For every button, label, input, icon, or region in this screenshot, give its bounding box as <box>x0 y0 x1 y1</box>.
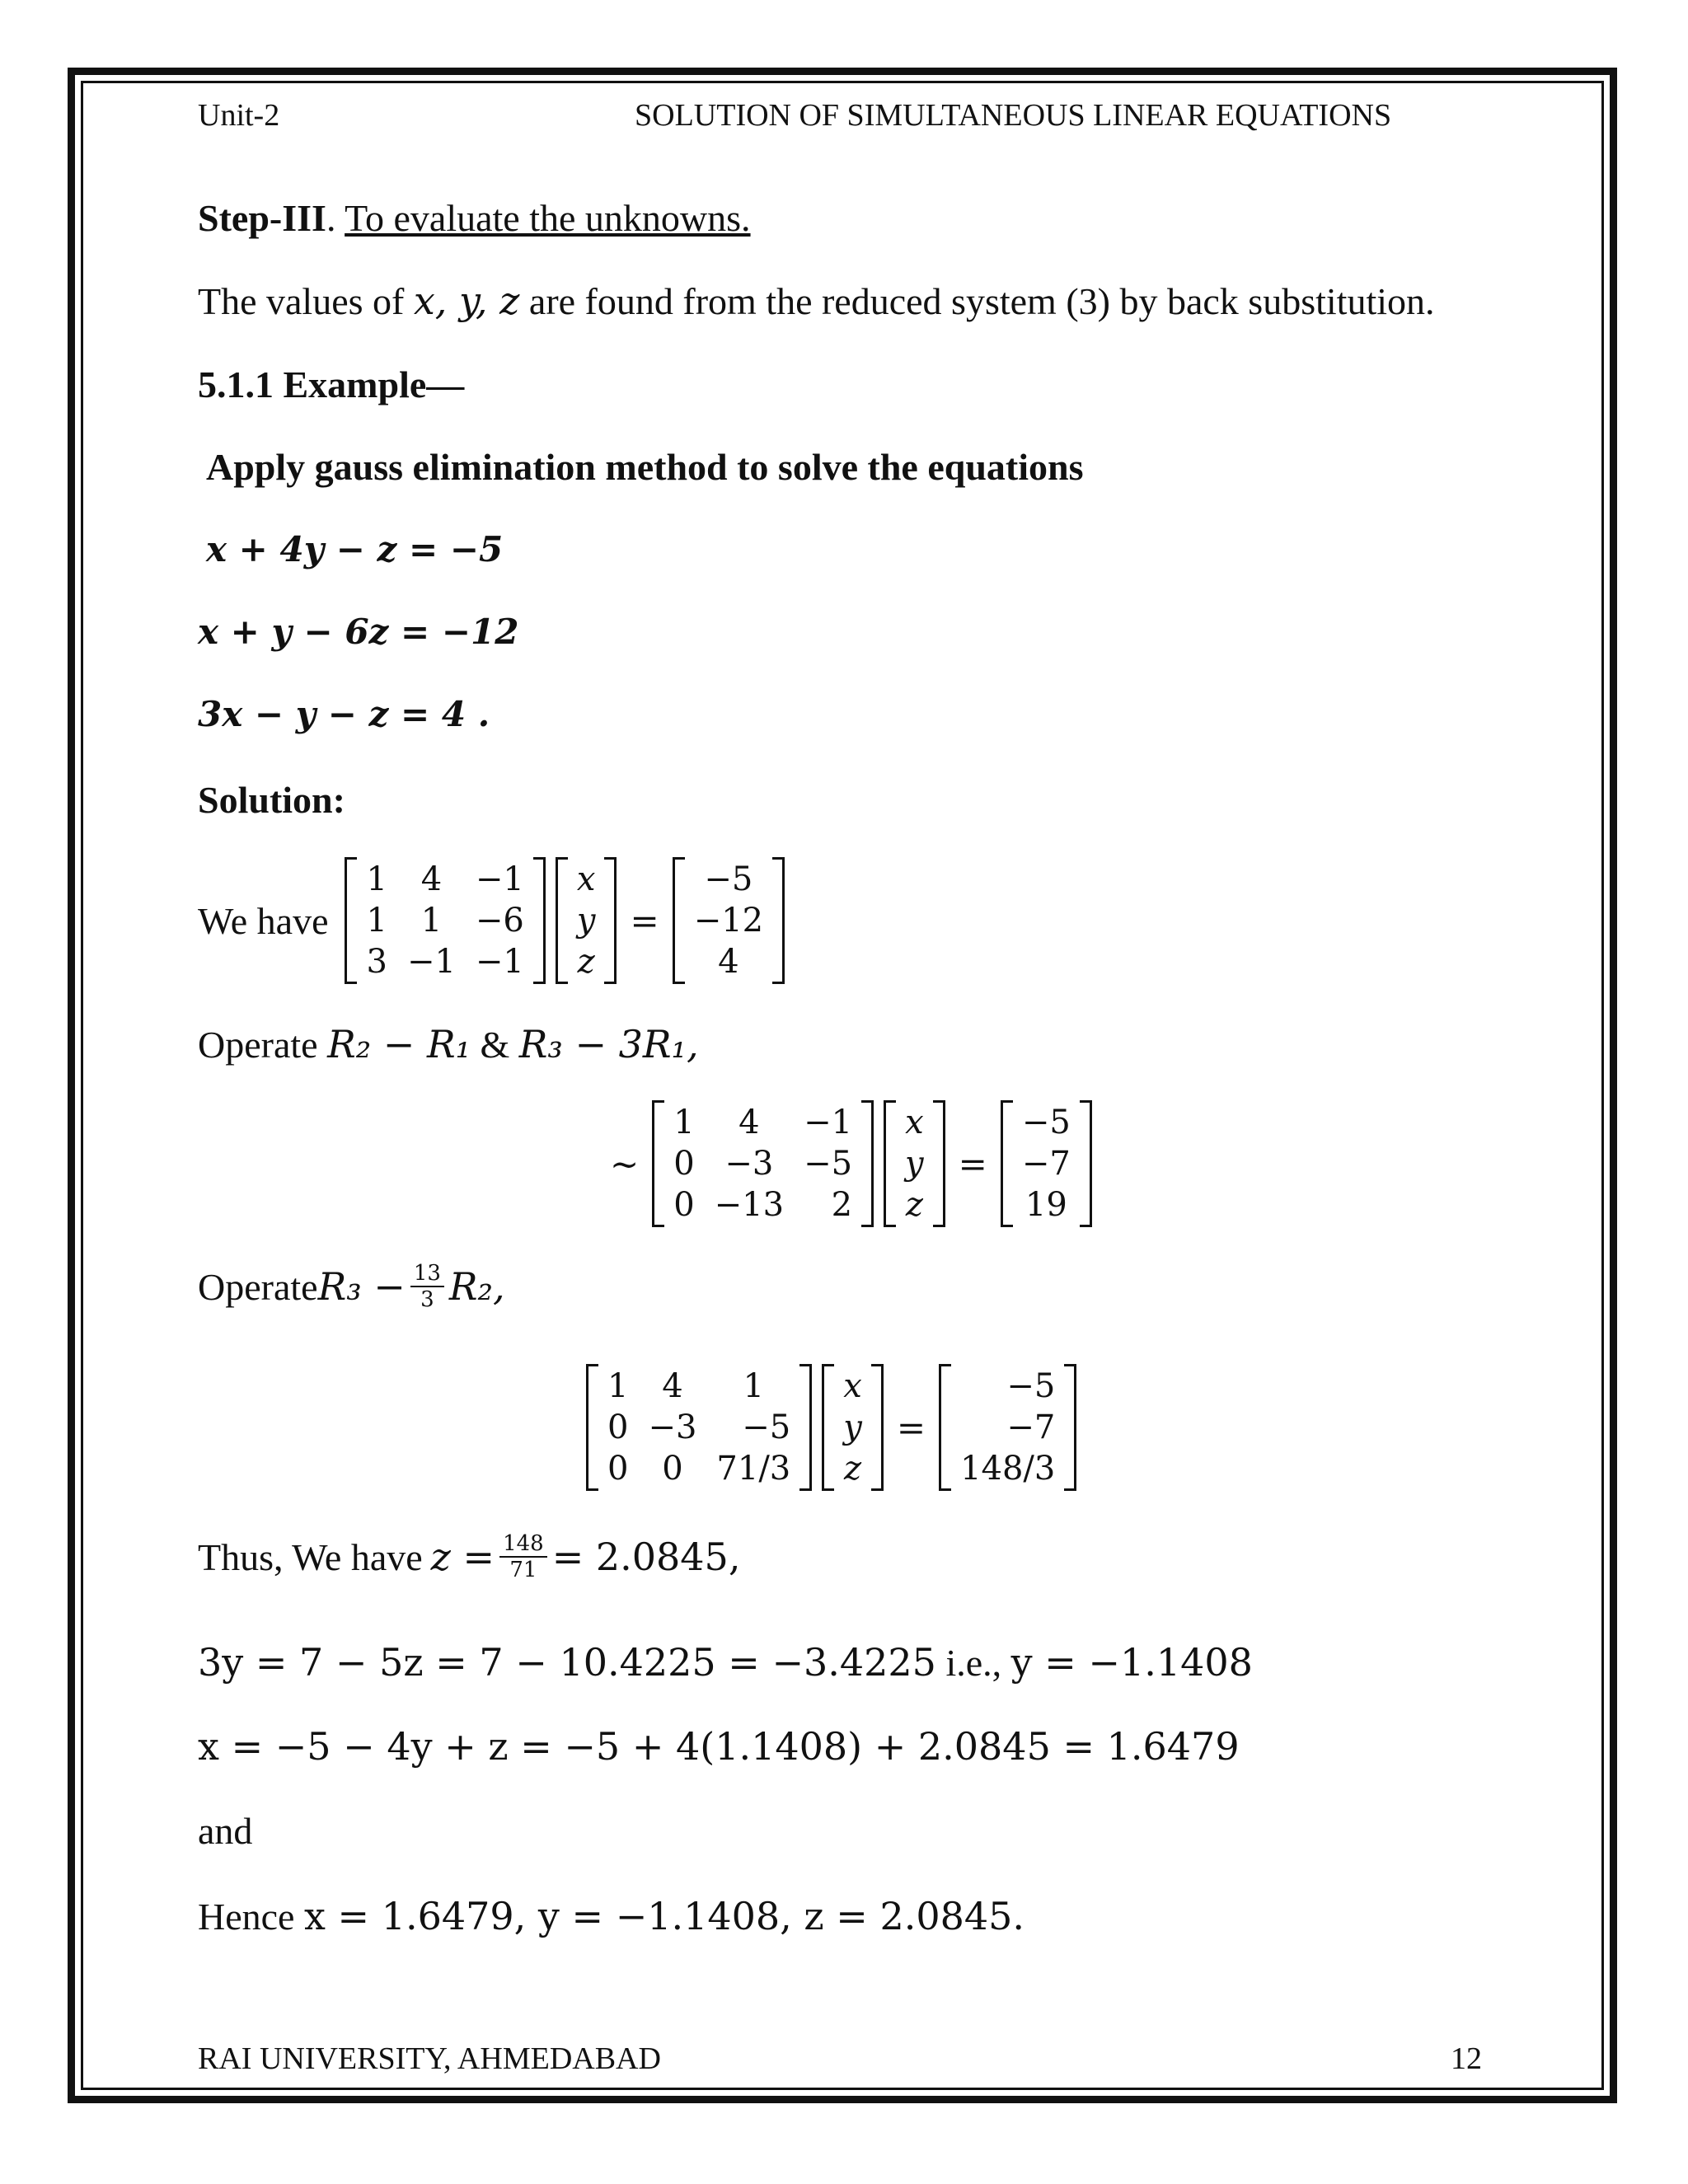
coefficient-matrix-A3 <box>586 1364 812 1491</box>
hence-result: x = 1.6479, y = −1.1408, z = 2.0845. <box>303 1894 1025 1938</box>
and-text: and <box>198 1810 253 1852</box>
solution-label: Solution: <box>198 779 345 821</box>
step3-line <box>198 196 751 240</box>
matrix-cell: −13 <box>714 1186 785 1224</box>
vector-cell: 19 <box>1025 1186 1067 1224</box>
matrix-equation-2 <box>602 1100 1097 1227</box>
matrix-cell: −6 <box>475 902 524 940</box>
step3-title: To evaluate the unknowns. <box>345 197 751 239</box>
constant-vector-B3 <box>939 1364 1076 1491</box>
vector-cell: 4 <box>718 943 739 981</box>
operation-2-prefix: Operate <box>198 1265 318 1308</box>
hence-prefix: Hence <box>198 1896 304 1938</box>
operation-1-amp: & <box>471 1024 519 1066</box>
matrix-cell: 4 <box>738 1104 760 1141</box>
header-title: SOLUTION OF SIMULTANEOUS LINEAR EQUATIONS <box>635 98 1392 133</box>
constant-vector-B <box>673 857 785 984</box>
vector-cell: y <box>905 1145 924 1183</box>
matrix-cell: 1 <box>366 902 387 940</box>
matrix-cell: −1 <box>475 860 524 898</box>
y-line-math: 3y = 7 − 5z = 7 − 10.4225 = −3.4225 <box>198 1640 936 1685</box>
step3-dot: . <box>326 197 336 239</box>
vector-cell: −5 <box>1006 1367 1056 1405</box>
operation-2-expr: R₂, <box>448 1264 505 1309</box>
matrix-cell: −5 <box>742 1408 791 1446</box>
matrix-equation-1 <box>198 857 790 984</box>
vector-cell: 148/3 <box>960 1450 1056 1488</box>
operation-1-prefix: Operate <box>198 1024 328 1066</box>
matrix-cell: 1 <box>743 1367 765 1405</box>
vector-cell: −7 <box>1021 1145 1071 1183</box>
operation-1-expr: R₂ − R₁ <box>327 1022 471 1066</box>
operation-1-expr: R₃ − 3R₁, <box>518 1022 699 1066</box>
matrix-cell: 0 <box>673 1186 695 1224</box>
vector-cell: y <box>843 1408 862 1446</box>
tilde-symbol: ~ <box>610 1143 640 1184</box>
thus-prefix: Thus, We have <box>198 1535 423 1578</box>
example-heading: 5.1.1 Example— <box>198 363 465 405</box>
fraction-148-71 <box>499 1531 547 1582</box>
equals-sign: = <box>630 900 659 941</box>
fraction-numerator: 13 <box>410 1261 444 1287</box>
matrix-cell: 0 <box>662 1450 683 1488</box>
vector-cell: y <box>576 902 596 940</box>
operation-1-line <box>198 1022 699 1066</box>
page-number: 12 <box>1451 2041 1482 2076</box>
matrix-cell: 4 <box>420 860 443 898</box>
hence-line <box>198 1894 1025 1938</box>
equals-sign: = <box>896 1407 926 1448</box>
y-solution-line <box>198 1640 1253 1685</box>
matrix-cell: 3 <box>366 943 387 981</box>
y-line-result: y = −1.1408 <box>1010 1640 1253 1685</box>
matrix-equation-3 <box>581 1364 1081 1491</box>
fraction-denominator: 3 <box>420 1287 434 1312</box>
we-have-label: We have <box>198 899 329 942</box>
fraction-numerator: 148 <box>499 1531 547 1558</box>
y-line-ie: i.e., <box>935 1642 1011 1684</box>
vector-cell: −7 <box>1006 1408 1056 1446</box>
equals-sign: = <box>958 1143 987 1184</box>
header-unit: Unit-2 <box>198 98 280 133</box>
vector-cell: x <box>576 860 596 898</box>
matrix-cell: −1 <box>475 943 524 981</box>
vector-cell: −12 <box>693 902 764 940</box>
matrix-cell: 71/3 <box>716 1450 791 1488</box>
matrix-cell: −3 <box>648 1408 697 1446</box>
example-prompt: Apply gauss elimination method to solve the equations <box>206 446 1084 488</box>
coefficient-matrix-A <box>345 857 545 984</box>
vector-cell: x <box>905 1104 924 1141</box>
step3-label: Step-III <box>198 197 326 239</box>
equation-1: x + 4y − z = −5 <box>206 529 504 569</box>
matrix-cell: −1 <box>406 943 456 981</box>
variable-vector <box>884 1100 945 1227</box>
fraction-denominator: 71 <box>509 1558 537 1582</box>
coefficient-matrix-A2 <box>652 1100 874 1227</box>
variable-vector <box>822 1364 884 1491</box>
equation-2: x + y − 6z = −12 <box>198 612 519 652</box>
matrix-cell: 2 <box>831 1186 853 1224</box>
vector-cell: −5 <box>704 860 753 898</box>
x-solution-line: x = −5 − 4y + z = −5 + 4(1.1408) + 2.0845 = 1.6479 <box>198 1724 1240 1769</box>
matrix-cell: 1 <box>420 902 443 940</box>
vector-cell: z <box>844 1450 862 1488</box>
thus-line <box>198 1531 740 1582</box>
matrix-cell: 0 <box>607 1408 629 1446</box>
thus-result: = 2.0845, <box>551 1535 741 1579</box>
values-line-pre: The values of <box>198 280 414 322</box>
matrix-cell: 1 <box>673 1104 695 1141</box>
vector-cell: z <box>577 943 595 981</box>
vector-cell: z <box>905 1186 923 1224</box>
matrix-cell: 0 <box>673 1145 695 1183</box>
matrix-cell: −3 <box>724 1145 774 1183</box>
matrix-cell: −5 <box>804 1145 853 1183</box>
operation-2-expr: R₃ − <box>317 1264 406 1309</box>
values-line-vars: x, y, z <box>413 279 520 323</box>
matrix-cell: 0 <box>607 1450 629 1488</box>
matrix-cell: 1 <box>607 1367 629 1405</box>
operation-2-line <box>198 1261 505 1312</box>
footer-university: RAI UNIVERSITY, AHMEDABAD <box>198 2041 661 2076</box>
vector-cell: −5 <box>1021 1104 1071 1141</box>
matrix-cell: 4 <box>662 1367 683 1405</box>
matrix-cell: 1 <box>366 860 387 898</box>
thus-z: z = <box>430 1535 495 1579</box>
fraction-13-3 <box>410 1261 444 1312</box>
variable-vector <box>556 857 617 984</box>
values-line <box>198 279 1435 323</box>
constant-vector-B2 <box>1001 1100 1092 1227</box>
vector-cell: x <box>843 1367 862 1405</box>
matrix-cell: −1 <box>804 1104 853 1141</box>
equation-3: 3x − y − z = 4 . <box>198 694 490 734</box>
values-line-post: are found from the reduced system (3) by back substitution. <box>519 280 1435 322</box>
